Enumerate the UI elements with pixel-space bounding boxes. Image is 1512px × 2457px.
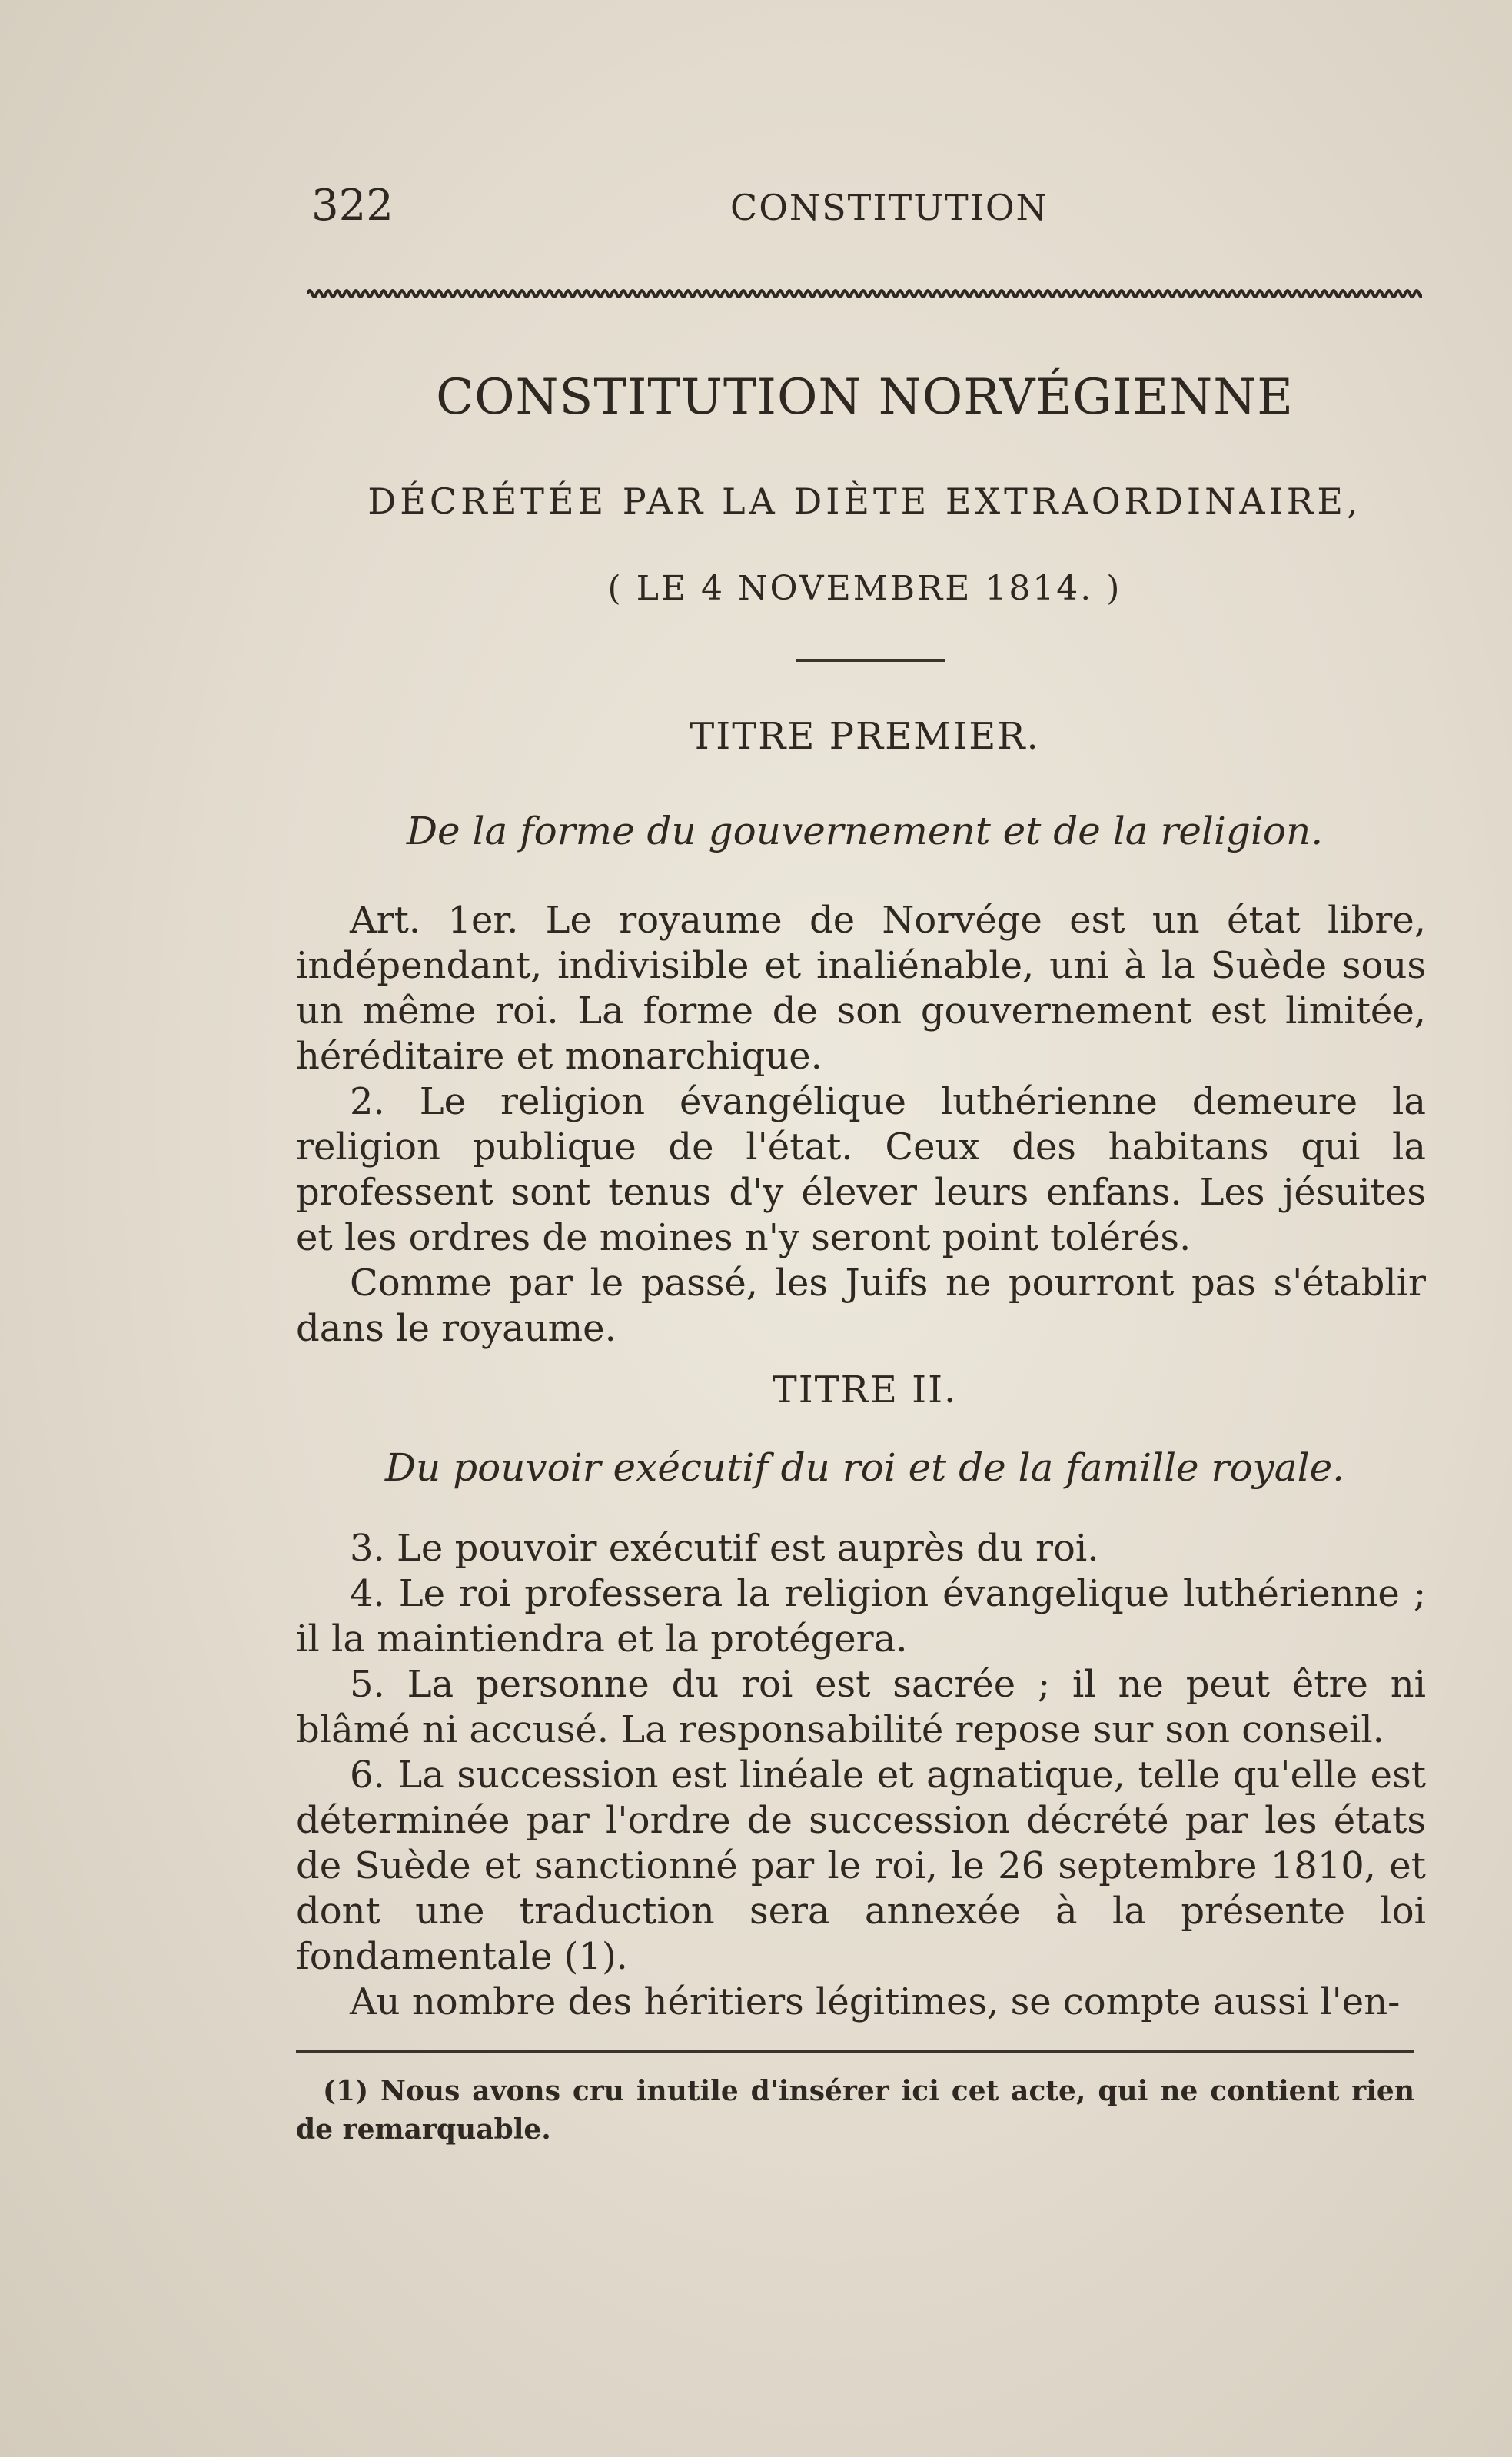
title-divider bbox=[796, 659, 945, 662]
decorative-ornament-rule bbox=[307, 284, 1422, 303]
article-1-paragraph: Art. 1er. Le royaume de Norvége est un état libre, indépendant, indivisible et inaliénable, uni à la Suède sous un même roi. La forme de son gouvernement est limitée, héréditaire et monarchique. bbox=[296, 899, 1426, 1078]
running-head bbox=[304, 181, 1426, 242]
section-heading-titre-ii: TITRE II. bbox=[772, 1368, 958, 1411]
article-2-continuation-paragraph: Comme par le passé, les Juifs ne pourront pas s'établir dans le royaume. bbox=[296, 1262, 1426, 1350]
section-body-titre-ii bbox=[296, 1526, 1426, 2025]
article-3-paragraph: 3. Le pouvoir exécutif est auprès du roi. bbox=[350, 1527, 1099, 1570]
section-subheading-titre-premier: De la forme du gouvernement et de la religion. bbox=[406, 809, 1324, 853]
article-4-paragraph: 4. Le roi professera la religion évangelique luthérienne ; il la maintiendra et la protégera. bbox=[296, 1572, 1426, 1661]
article-6-paragraph: 6. La succession est linéale et agnatique, telle qu'elle est déterminée par l'ordre de succession décrété par les états de Suède et sanctionné par le roi, le 26 septembre 1810, et dont une traduction sera annexée à la présente loi fondamentale (1). bbox=[296, 1754, 1426, 1978]
document-subtitle: DÉCRÉTÉE PAR LA DIÈTE EXTRAORDINAIRE, bbox=[367, 480, 1362, 522]
footnote: (1) Nous avons cru inutile d'insérer ici cet acte, qui ne contient rien de remarquable. bbox=[296, 2075, 1414, 2146]
section-heading-titre-premier: TITRE PREMIER. bbox=[690, 715, 1040, 758]
article-5-paragraph: 5. La personne du roi est sacrée ; il ne peut être ni blâmé ni accusé. La responsabilité repose sur son conseil. bbox=[296, 1663, 1426, 1751]
page-number: 322 bbox=[311, 181, 394, 231]
document-title: CONSTITUTION NORVÉGIENNE bbox=[436, 369, 1294, 426]
article-2-paragraph: 2. Le religion évangélique luthérienne demeure la religion publique de l'état. Ceux des habitans qui la professent sont tenus d'y élever leurs enfans. Les jésuites et les ordres de moines n'y seront point tolérés. bbox=[296, 1080, 1426, 1259]
footnote-divider bbox=[296, 2050, 1414, 2053]
article-6-continuation-paragraph: Au nombre des héritiers légitimes, se compte aussi l'en- bbox=[350, 1980, 1401, 2023]
document-date: ( LE 4 NOVEMBRE 1814. ) bbox=[607, 569, 1122, 608]
section-subheading-titre-ii: Du pouvoir exécutif du roi et de la famille royale. bbox=[384, 1445, 1345, 1490]
section-body-titre-premier bbox=[296, 898, 1426, 1352]
running-title: CONSTITUTION bbox=[730, 187, 1048, 228]
